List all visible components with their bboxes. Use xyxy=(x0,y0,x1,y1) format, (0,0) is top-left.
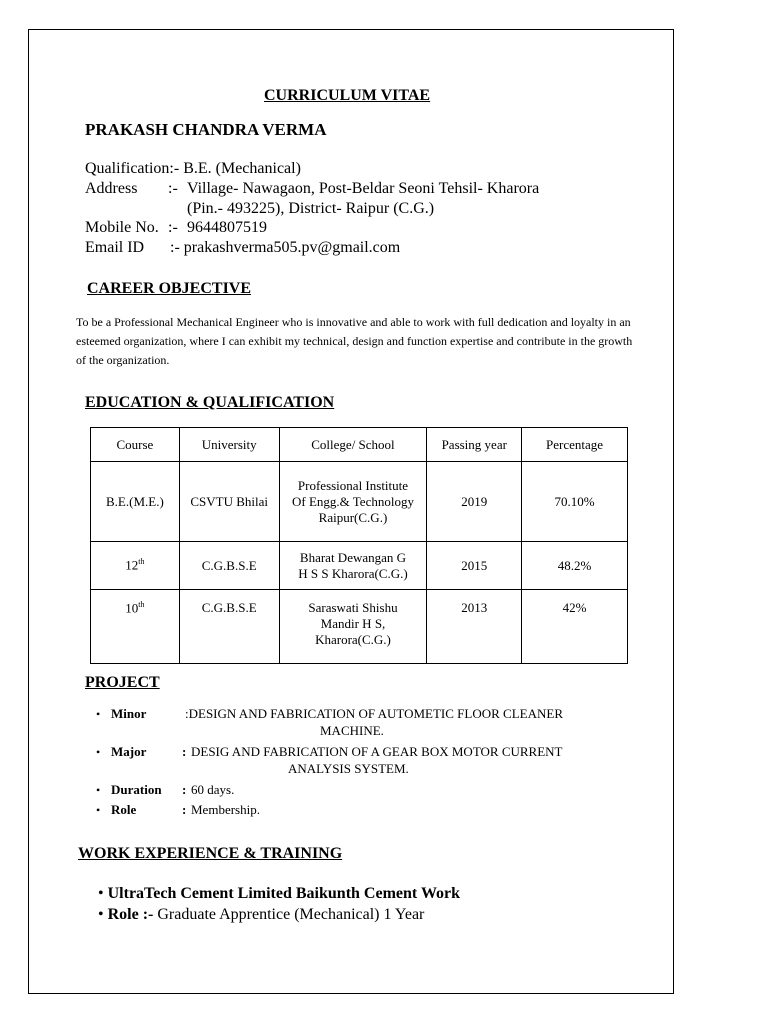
course-value: B.E.(M.E.) xyxy=(106,493,164,509)
mobile-label: Mobile No. xyxy=(85,219,159,236)
bullet-icon: • xyxy=(96,803,101,817)
work-role-row xyxy=(98,906,424,924)
college-line: Professional Institute xyxy=(297,477,409,493)
college-line: Kharora(C.G.) xyxy=(315,632,391,647)
project-role-value: Membership. xyxy=(191,802,260,817)
bullet-icon: • xyxy=(98,885,104,902)
project-duration-value: 60 days. xyxy=(191,782,235,797)
course-cell xyxy=(91,590,180,664)
project-duration-colon: : xyxy=(182,782,187,797)
header-passing-year: Passing year xyxy=(427,428,522,462)
mobile-value: 9644807519 xyxy=(187,219,267,236)
qualification-value: B.E. (Mechanical) xyxy=(183,160,301,177)
university-cell: C.G.B.S.E xyxy=(179,590,279,664)
career-heading: CAREER OBJECTIVE xyxy=(87,280,252,297)
bullet-icon: • xyxy=(96,783,101,797)
college-cell xyxy=(279,462,427,542)
percentage-cell: 42% xyxy=(522,590,628,664)
course-suffix: th xyxy=(138,557,145,567)
course-suffix: th xyxy=(138,600,145,609)
project-duration-label: Duration xyxy=(111,782,162,797)
college-line: Saraswati Shishu xyxy=(308,600,398,615)
project-major-line-2: ANALYSIS SYSTEM. xyxy=(288,761,409,776)
education-heading: EDUCATION & QUALIFICATION xyxy=(85,394,335,411)
email-label: Email ID xyxy=(85,239,145,256)
college-cell xyxy=(279,542,427,590)
career-objective-text: To be a Professional Mechanical Engineer who is innovative and able to work with full dedication and loyalty in an esteemed organization, where I can exhibit my technical, design and function expertise and contribute in the growth of the organization. xyxy=(76,315,633,367)
work-role-value: Graduate Apprentice (Mechanical) 1 Year xyxy=(157,906,425,923)
bullet-icon: • xyxy=(96,745,101,759)
project-minor-line-2: MACHINE. xyxy=(320,723,384,738)
college-line: Of Engg.& Technology xyxy=(291,493,414,509)
table-row xyxy=(91,590,628,664)
work-role-label: Role :- xyxy=(107,906,154,923)
table-row xyxy=(91,462,628,542)
address-sep: :- xyxy=(168,180,178,197)
project-major-colon: : xyxy=(182,744,187,759)
college-line: Bharat Dewangan G xyxy=(299,549,407,565)
project-minor-line-1: :DESIGN AND FABRICATION OF AUTOMETIC FLOOR CLEANER xyxy=(185,706,563,721)
university-cell: CSVTU Bhilai xyxy=(179,462,279,542)
table-row xyxy=(91,542,628,590)
project-role-label: Role xyxy=(111,802,137,817)
year-cell: 2015 xyxy=(427,542,522,590)
college-line: Mandir H S, xyxy=(320,616,386,631)
address-line-2: (Pin.- 493225), District- Raipur (C.G.) xyxy=(187,200,435,217)
document-title: CURRICULUM VITAE xyxy=(264,87,431,104)
candidate-name: PRAKASH CHANDRA VERMA xyxy=(85,120,327,139)
work-heading: WORK EXPERIENCE & TRAINING xyxy=(78,845,343,862)
header-course: Course xyxy=(91,428,180,462)
address-label: Address xyxy=(85,180,138,197)
course-value: 10 xyxy=(125,600,139,616)
table-header-row xyxy=(91,428,628,462)
project-minor-label: Minor xyxy=(111,706,147,721)
college-line: H S S Kharora(C.G.) xyxy=(298,565,408,581)
bullet-icon: • xyxy=(98,906,104,923)
project-heading: PROJECT xyxy=(85,674,160,691)
year-cell: 2013 xyxy=(427,590,522,664)
course-cell xyxy=(91,542,180,590)
university-cell: C.G.B.S.E xyxy=(179,542,279,590)
mobile-sep: :- xyxy=(168,219,178,236)
bullet-icon: • xyxy=(96,707,101,721)
header-percentage: Percentage xyxy=(522,428,628,462)
project-major-label: Major xyxy=(111,744,147,759)
percentage-cell: 48.2% xyxy=(522,542,628,590)
college-cell xyxy=(279,590,427,664)
qualification-label: Qualification:- xyxy=(85,160,180,177)
project-role-colon: : xyxy=(182,802,187,817)
header-university: University xyxy=(179,428,279,462)
qualification-row xyxy=(85,160,301,178)
address-line-1: Village- Nawagaon, Post-Beldar Seoni Tehsil- Kharora xyxy=(187,180,540,197)
project-major-line-1: DESIG AND FABRICATION OF A GEAR BOX MOTOR CURRENT xyxy=(191,744,563,759)
work-company-row xyxy=(98,885,460,903)
college-line: Raipur(C.G.) xyxy=(318,509,388,525)
work-company: UltraTech Cement Limited Baikunth Cement Work xyxy=(107,885,461,902)
course-value: 12 xyxy=(125,557,139,573)
year-cell: 2019 xyxy=(427,462,522,542)
percentage-cell: 70.10% xyxy=(522,462,628,542)
header-college: College/ School xyxy=(279,428,427,462)
email-value: :- prakashverma505.pv@gmail.com xyxy=(170,239,401,256)
course-cell xyxy=(91,462,180,542)
education-table xyxy=(90,427,628,664)
